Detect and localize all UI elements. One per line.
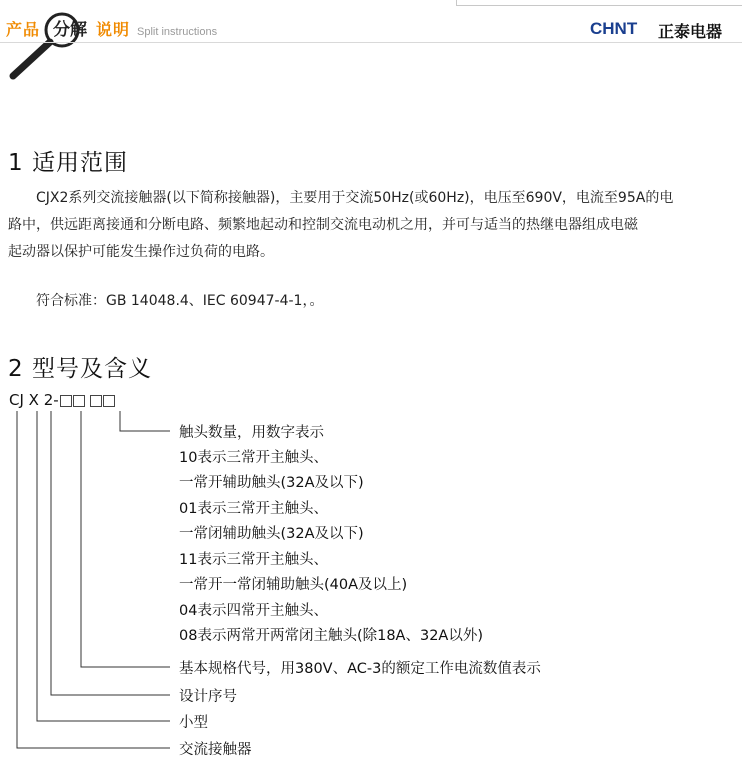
header-subtitle: Split instructions [137,26,218,38]
header-title-product: 产品 [6,20,41,39]
label-ac-contactor: 交流接触器 [179,742,252,758]
header-title-description: 说明 [96,20,131,39]
label-11-line2: 一常开一常闭辅助触头(40A及以上) [179,577,408,593]
label-10-line2: 一常开辅助触头(32A及以下) [179,475,364,491]
para-line-3: 起动器以保护可能发生操作过负荷的电路。 [8,244,274,260]
label-design-number: 设计序号 [179,689,237,705]
label-10-line1: 10表示三常开主触头、 [179,450,328,466]
para-line-1: CJX2系列交流接触器(以下简称接触器)，主要用于交流50Hz(或60Hz)，电压至690V，电流至95A的电 [36,190,674,206]
label-08: 08表示两常开两常闭主触头(除18A、32A以外) [179,628,484,644]
label-01-line1: 01表示三常开主触头、 [179,501,328,517]
section1-heading: 1 适用范围 [8,150,128,176]
section2-heading: 2 型号及含义 [8,356,152,382]
brand-name: 正泰电器 [658,22,723,41]
label-contact-count: 触头数量，用数字表示 [179,425,324,441]
para-line-2: 路中，供远距离接通和分断电路、频繁地起动和控制交流电动机之用，并可与适当的热继电器组成电磁 [8,217,638,233]
label-11-line1: 11表示三常开主触头、 [179,552,328,568]
header-title-split: 分解 [53,20,87,40]
label-04: 04表示四常开主触头、 [179,603,328,619]
brand-logo: CHNT [590,19,638,38]
label-rated-current: 基本规格代号，用380V、AC-3的额定工作电流数值表示 [179,661,541,677]
model-prefix: CJ X 2- [9,391,59,409]
label-01-line2: 一常闭辅助触头(32A及以下) [179,526,364,542]
standard-line: 符合标准：GB 14048.4、IEC 60947-4-1，。 [36,293,324,309]
label-small-type: 小型 [179,715,208,731]
